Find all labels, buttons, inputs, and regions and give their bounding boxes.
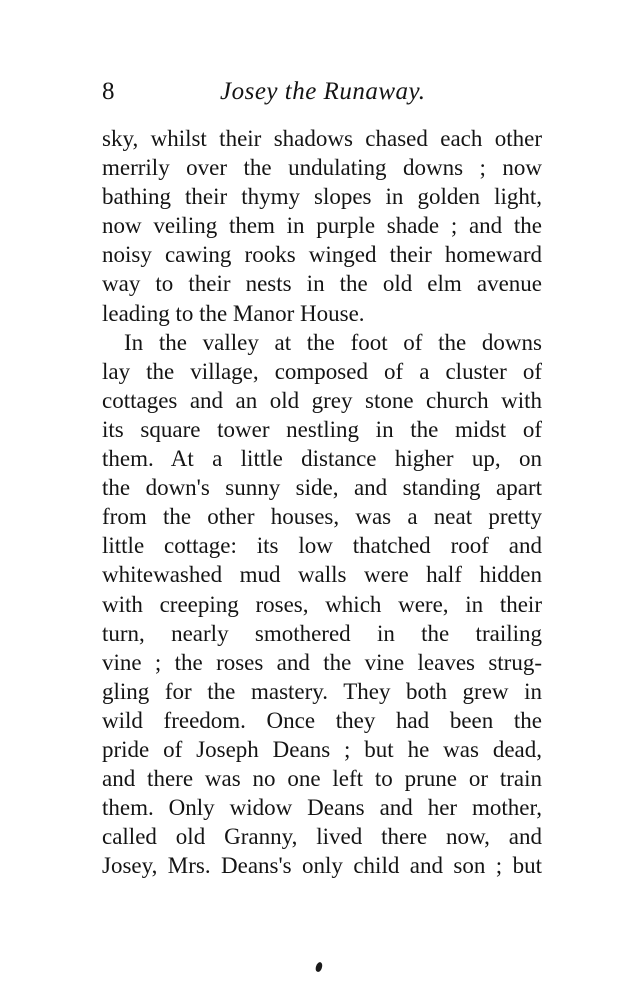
book-title: Josey the Runaway. [220, 78, 426, 105]
page-number: 8 [102, 78, 115, 105]
text-line: way to their nests in the old elm avenue [102, 271, 542, 297]
ink-mark [315, 961, 324, 972]
text-line: sky, whilst their shadows chased each other [102, 126, 542, 151]
text-line: its square tower nestling in the midst of [102, 416, 542, 442]
text-line: little cottage: its low thatched roof and [102, 533, 542, 559]
text-line: noisy cawing rooks winged their homeward [102, 242, 542, 268]
text-line: lay the village, composed of a cluster of [102, 358, 542, 384]
text-line: In the valley at the foot of the downs [124, 329, 542, 355]
text-line: the down's sunny side, and standing apart [102, 475, 542, 501]
text-line: cottages and an old grey stone church with [102, 387, 542, 413]
text-line: Josey, Mrs. Deans's only child and son ; but [102, 853, 542, 879]
text-line: called old Granny, lived there now, and [102, 824, 542, 850]
text-line: wild freedom. Once they had been the [102, 707, 542, 733]
text-line: and there was no one left to prune or train [102, 766, 542, 792]
text-line: them. At a little distance higher up, on [102, 446, 542, 472]
text-line: with creeping roses, which were, in their [102, 591, 542, 617]
body-text [102, 124, 542, 880]
text-line: them. Only widow Deans and her mother, [102, 795, 542, 821]
text-line: whitewashed mud walls were half hidden [102, 562, 542, 588]
text-line: bathing their thymy slopes in golden light, [102, 184, 542, 210]
text-line: gling for the mastery. They both grew in [102, 678, 542, 704]
text-line: merrily over the undulating downs ; now [102, 155, 542, 181]
text-line: vine ; the roses and the vine leaves strug- [102, 649, 542, 675]
text-line: now veiling them in purple shade ; and the [102, 213, 542, 239]
text-line: from the other houses, was a neat pretty [102, 504, 542, 530]
text-line: turn, nearly smothered in the trailing [102, 620, 542, 646]
text-line: pride of Joseph Deans ; but he was dead, [102, 736, 542, 762]
running-head [102, 76, 542, 112]
text-line: leading to the Manor House. [102, 300, 365, 326]
